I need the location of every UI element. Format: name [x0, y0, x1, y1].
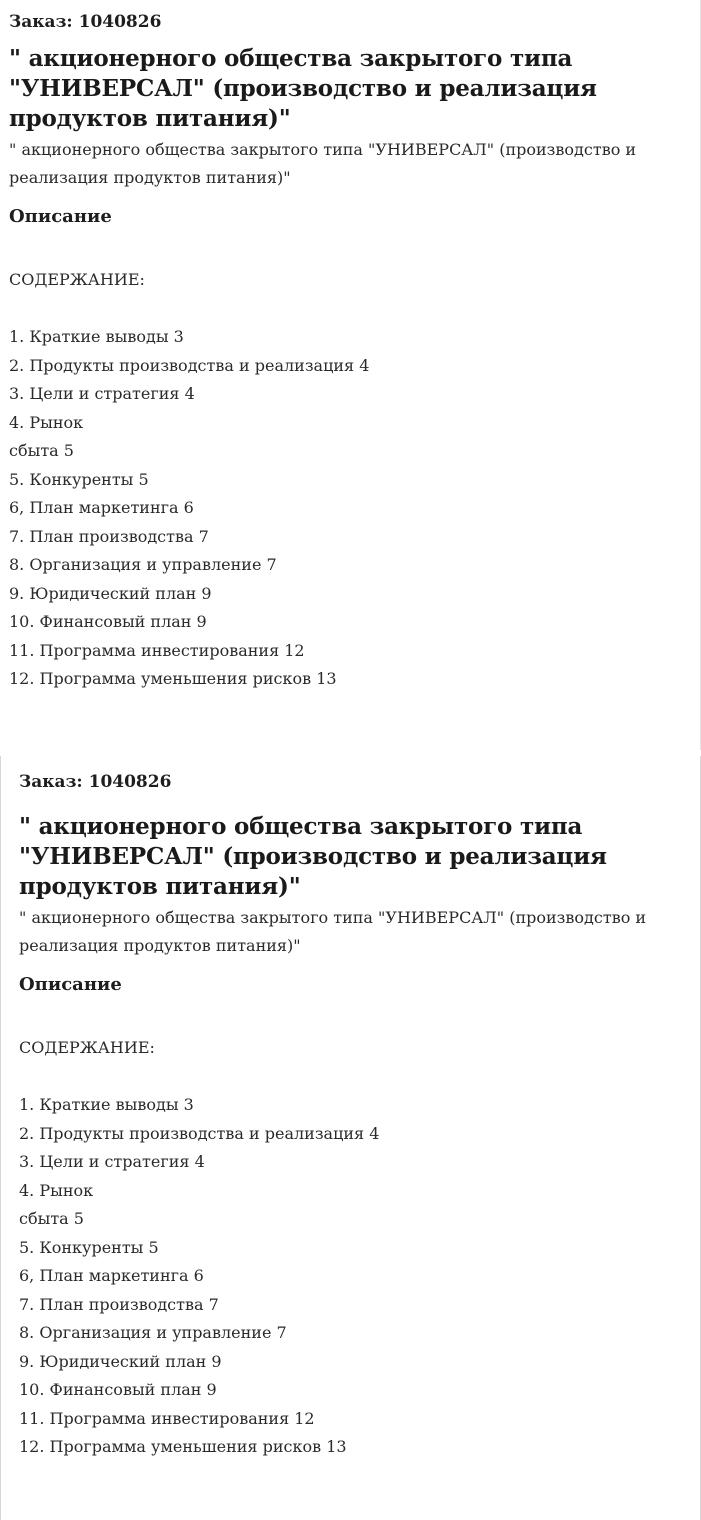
toc-item: 7. План производства 7: [19, 1294, 219, 1314]
contents-heading: СОДЕРЖАНИЕ:: [9, 270, 145, 289]
page-subtitle: " акционерного общества закрытого типа "УНИВЕРСАЛ" (производство и реализация продуктов питания)": [19, 908, 647, 955]
toc-item: 1. Краткие выводы 3: [19, 1095, 194, 1114]
toc-item: 4. Рынок: [19, 1180, 94, 1200]
toc-item: 5. Конкуренты 5: [19, 1237, 159, 1257]
toc-item: 10. Финансовый план 9: [19, 1380, 217, 1399]
order-card-duplicate: [0, 756, 701, 1520]
toc-item: 11. Программа инвестирования 12: [19, 1408, 315, 1428]
order-number: Заказ: 1040826: [9, 12, 162, 32]
toc-item: 1. Краткие выводы 3: [9, 327, 184, 346]
toc-item: 6, План маркетинга 6: [9, 498, 194, 517]
toc-item: 12. Программа уменьшения рисков 13: [19, 1437, 347, 1456]
page-title: " акционерного общества закрытого типа "УНИВЕРСАЛ" (производство и реализация продуктов питания)": [9, 45, 597, 132]
toc-item: 3. Цели и стратегия 4: [9, 384, 195, 403]
contents-heading: СОДЕРЖАНИЕ:: [19, 1038, 155, 1057]
toc-item: 4. Рынок: [9, 412, 84, 432]
toc-item: 11. Программа инвестирования 12: [9, 640, 305, 660]
toc-item: 2. Продукты производства и реализация 4: [19, 1123, 380, 1143]
toc-item: 3. Цели и стратегия 4: [19, 1152, 205, 1171]
toc-item: 10. Финансовый план 9: [9, 612, 207, 631]
page-subtitle: " акционерного общества закрытого типа "УНИВЕРСАЛ" (производство и реализация продуктов питания)": [9, 140, 637, 187]
toc-item: 9. Юридический план 9: [9, 583, 212, 603]
order-number: Заказ: 1040826: [19, 772, 172, 792]
toc-item: 7. План производства 7: [9, 526, 209, 546]
toc-item: 8. Организация и управление 7: [19, 1323, 287, 1342]
toc-item: 9. Юридический план 9: [19, 1351, 222, 1371]
table-of-contents: [19, 1091, 682, 1462]
description-heading: Описание: [19, 974, 122, 995]
order-card-primary: [0, 0, 701, 750]
toc-item: 8. Организация и управление 7: [9, 555, 277, 574]
toc-item: сбыта 5: [9, 441, 74, 460]
toc-item: сбыта 5: [19, 1209, 84, 1228]
table-of-contents: [9, 323, 691, 694]
toc-item: 5. Конкуренты 5: [9, 469, 149, 489]
toc-item: 6, План маркетинга 6: [19, 1266, 204, 1285]
toc-item: 2. Продукты производства и реализация 4: [9, 355, 370, 375]
toc-item: 12. Программа уменьшения рисков 13: [9, 669, 337, 688]
page-title: " акционерного общества закрытого типа "УНИВЕРСАЛ" (производство и реализация продуктов питания)": [19, 813, 607, 900]
description-heading: Описание: [9, 206, 112, 227]
